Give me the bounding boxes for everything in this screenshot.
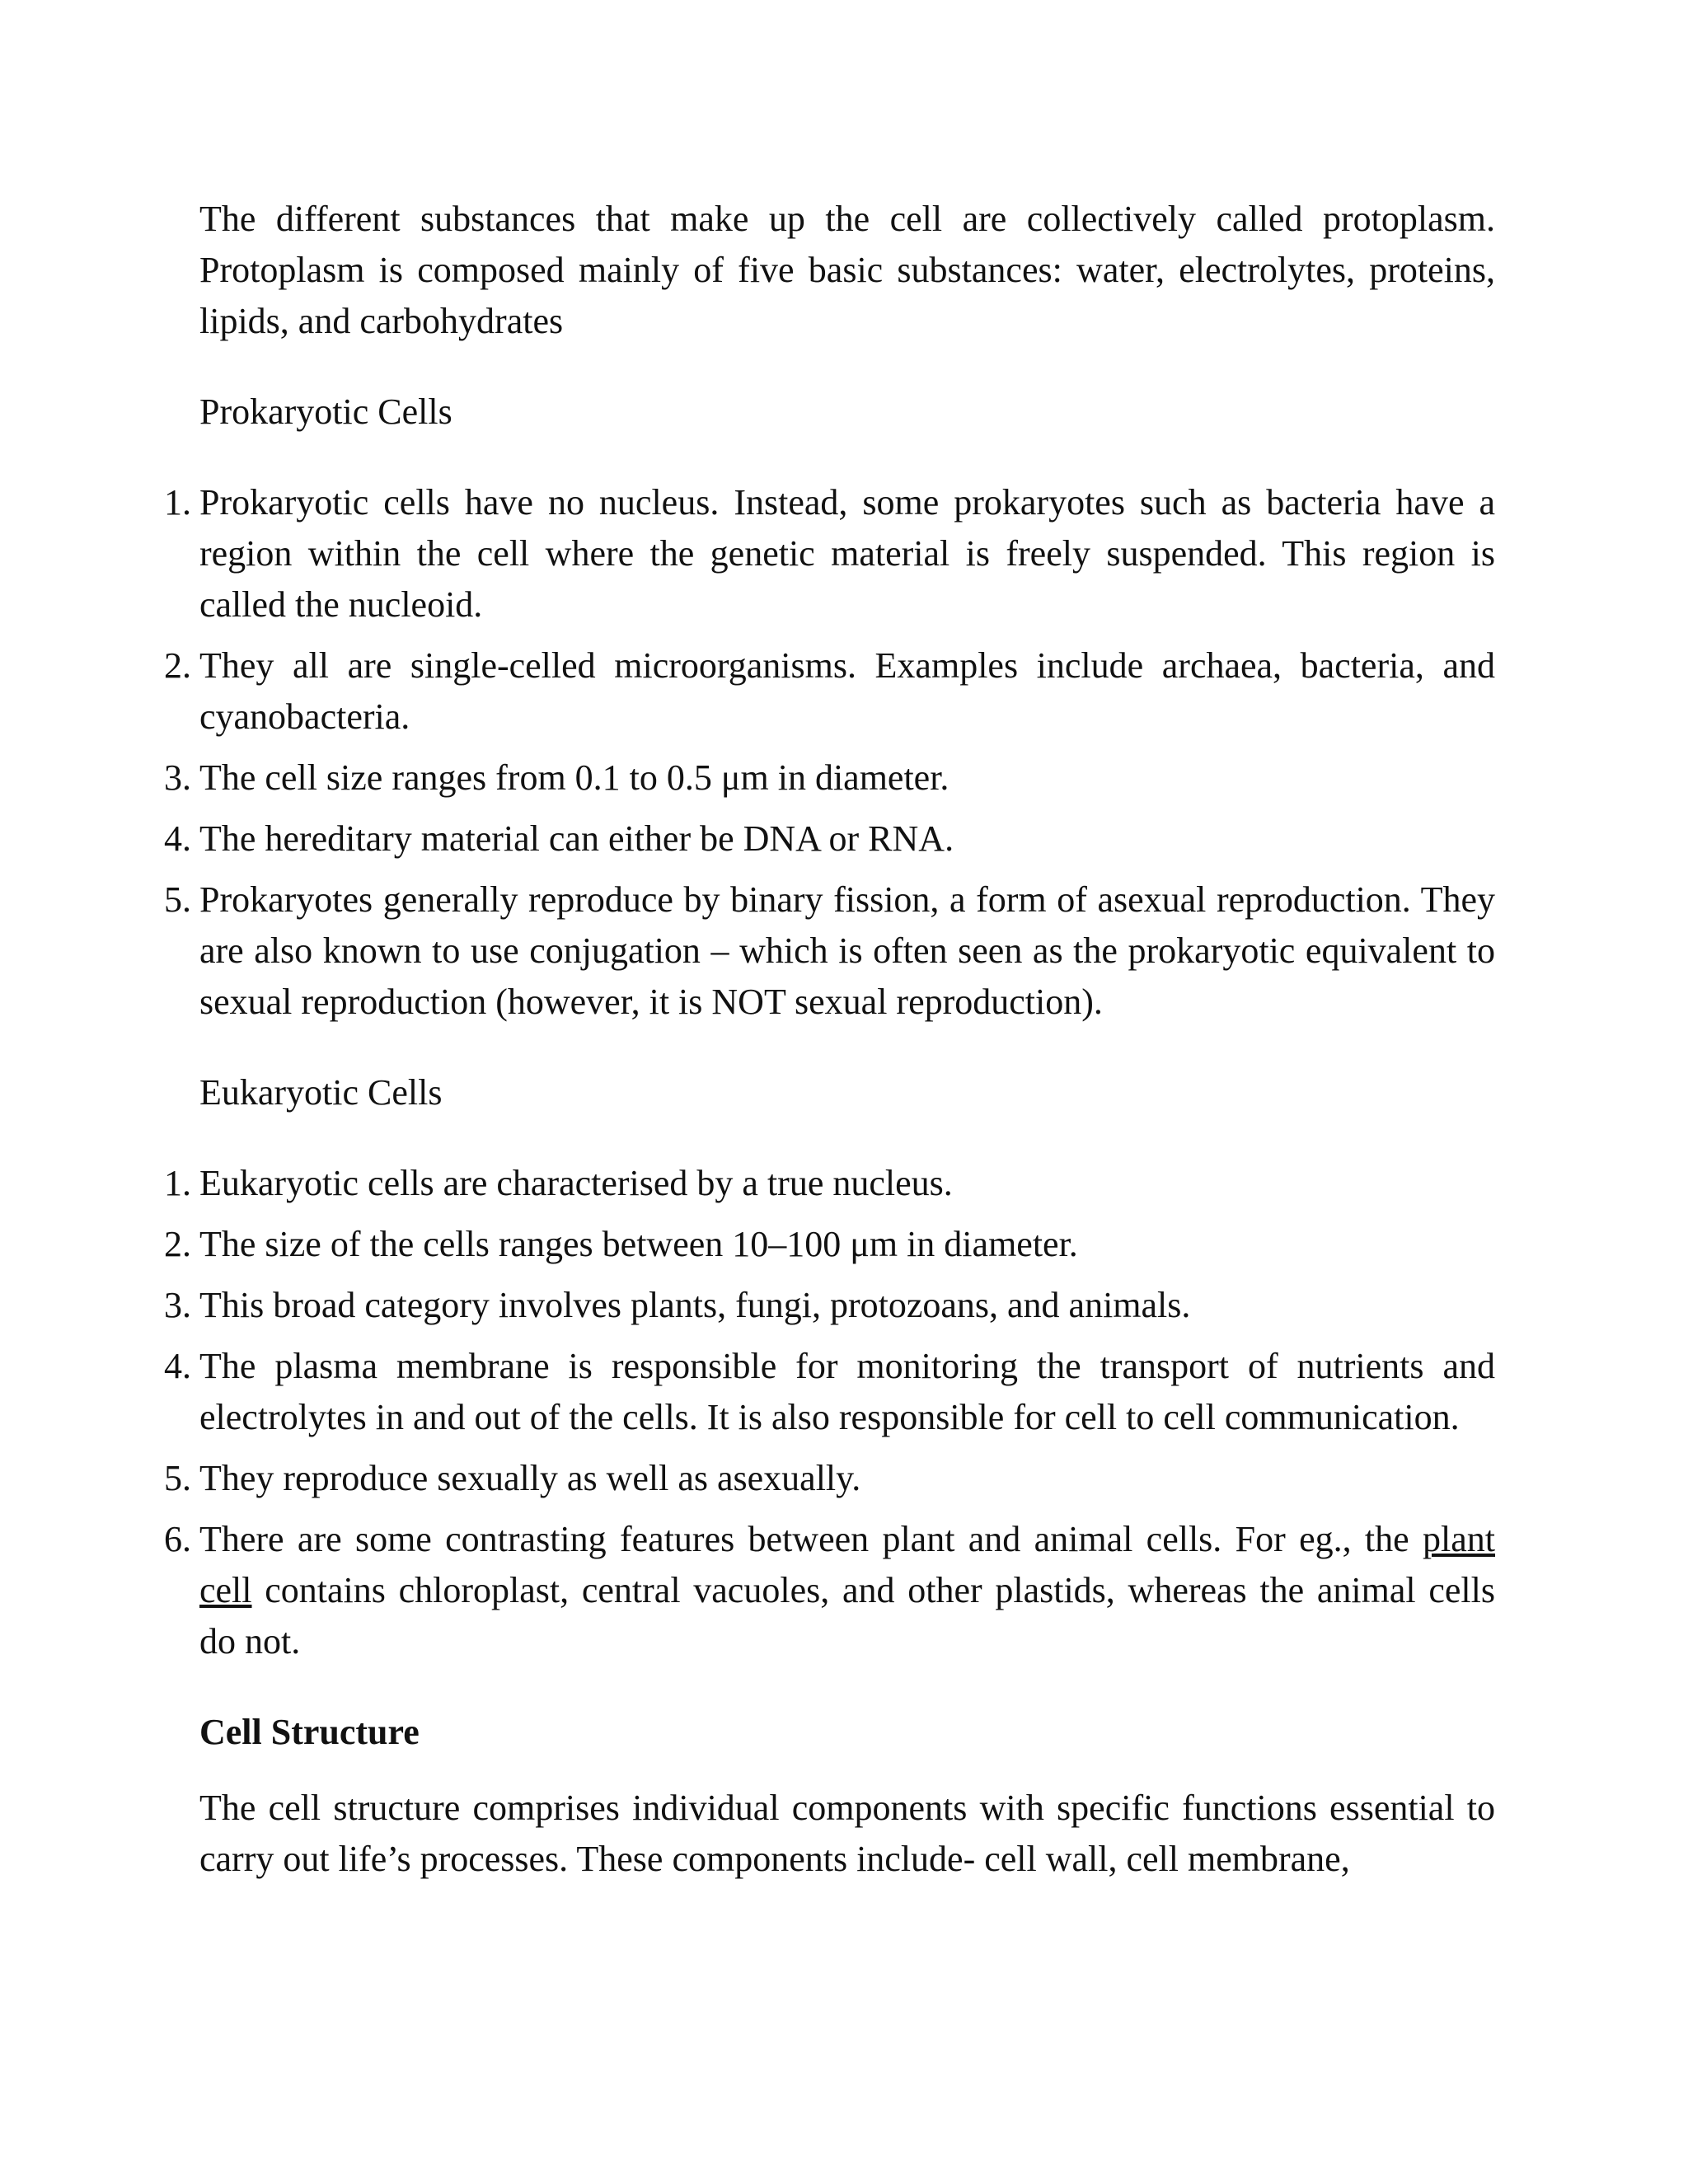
list-item-text-after-link: contains chloroplast, central vacuoles, and other plastids, whereas the animal cells do not. bbox=[199, 1570, 1495, 1661]
list-item-text: This broad category involves plants, fungi, protozoans, and animals. bbox=[199, 1285, 1191, 1325]
list-item-text: Eukaryotic cells are characterised by a true nucleus. bbox=[199, 1163, 953, 1203]
list-item bbox=[164, 1514, 1495, 1667]
list-item bbox=[164, 813, 1495, 865]
list-item bbox=[164, 1219, 1495, 1270]
plant-cell-link[interactable]: plant cell bbox=[199, 1519, 1495, 1610]
page-content bbox=[164, 194, 1495, 1885]
list-number: 5. bbox=[164, 1458, 191, 1498]
list-item bbox=[164, 477, 1495, 630]
list-item bbox=[164, 1280, 1495, 1331]
list-number: 2. bbox=[164, 645, 191, 686]
list-item-text: The cell size ranges from 0.1 to 0.5 μm in diameter. bbox=[199, 757, 950, 798]
intro-paragraph: The different substances that make up the cell are collectively called protoplasm. Protoplasm is composed mainly of five basic substances: water, electrolytes, proteins, lipids, and carbohydrates bbox=[199, 199, 1495, 341]
list-item bbox=[164, 874, 1495, 1028]
list-item-text: Prokaryotic cells have no nucleus. Instead, some prokaryotes such as bacteria have a region within the cell where the genetic material is freely suspended. This region is called the nucleoid. bbox=[199, 482, 1495, 625]
cell-structure-paragraph: The cell structure comprises individual components with specific functions essential to carry out life’s processes. These components include- cell wall, cell membrane, bbox=[199, 1788, 1495, 1879]
list-number: 1. bbox=[164, 482, 191, 523]
eukaryotic-heading: Eukaryotic Cells bbox=[199, 1072, 443, 1113]
cell-structure-heading: Cell Structure bbox=[199, 1712, 420, 1752]
list-item-text: They reproduce sexually as well as asexually. bbox=[199, 1458, 861, 1498]
list-item bbox=[164, 1158, 1495, 1209]
list-number: 4. bbox=[164, 1346, 191, 1386]
list-item-text-before-link: There are some contrasting features between plant and animal cells. For eg., the bbox=[199, 1519, 1423, 1559]
list-number: 6. bbox=[164, 1519, 191, 1559]
list-number: 3. bbox=[164, 757, 191, 798]
list-item bbox=[164, 640, 1495, 743]
list-number: 5. bbox=[164, 879, 191, 920]
list-number: 3. bbox=[164, 1285, 191, 1325]
list-item-text: They all are single-celled microorganisms. Examples include archaea, bacteria, and cyanobacteria. bbox=[199, 645, 1495, 737]
list-item bbox=[164, 1341, 1495, 1443]
list-item-text: The plasma membrane is responsible for monitoring the transport of nutrients and electrolytes in and out of the cells. It is also responsible for cell to cell communication. bbox=[199, 1346, 1495, 1437]
eukaryotic-list bbox=[164, 1158, 1495, 1667]
list-item-text: Prokaryotes generally reproduce by binary fission, a form of asexual reproduction. They are also known to use conjugation – which is often seen as the prokaryotic equivalent to sexual reproduction (however, it is NOT sexual reproduction). bbox=[199, 879, 1495, 1022]
list-item bbox=[164, 1453, 1495, 1504]
list-item-text: The size of the cells ranges between 10–100 μm in diameter. bbox=[199, 1224, 1078, 1264]
list-number: 2. bbox=[164, 1224, 191, 1264]
prokaryotic-list bbox=[164, 477, 1495, 1028]
prokaryotic-heading: Prokaryotic Cells bbox=[199, 391, 452, 432]
list-number: 1. bbox=[164, 1163, 191, 1203]
list-number: 4. bbox=[164, 818, 191, 859]
list-item-text: The hereditary material can either be DNA or RNA. bbox=[199, 818, 954, 859]
list-item bbox=[164, 752, 1495, 804]
